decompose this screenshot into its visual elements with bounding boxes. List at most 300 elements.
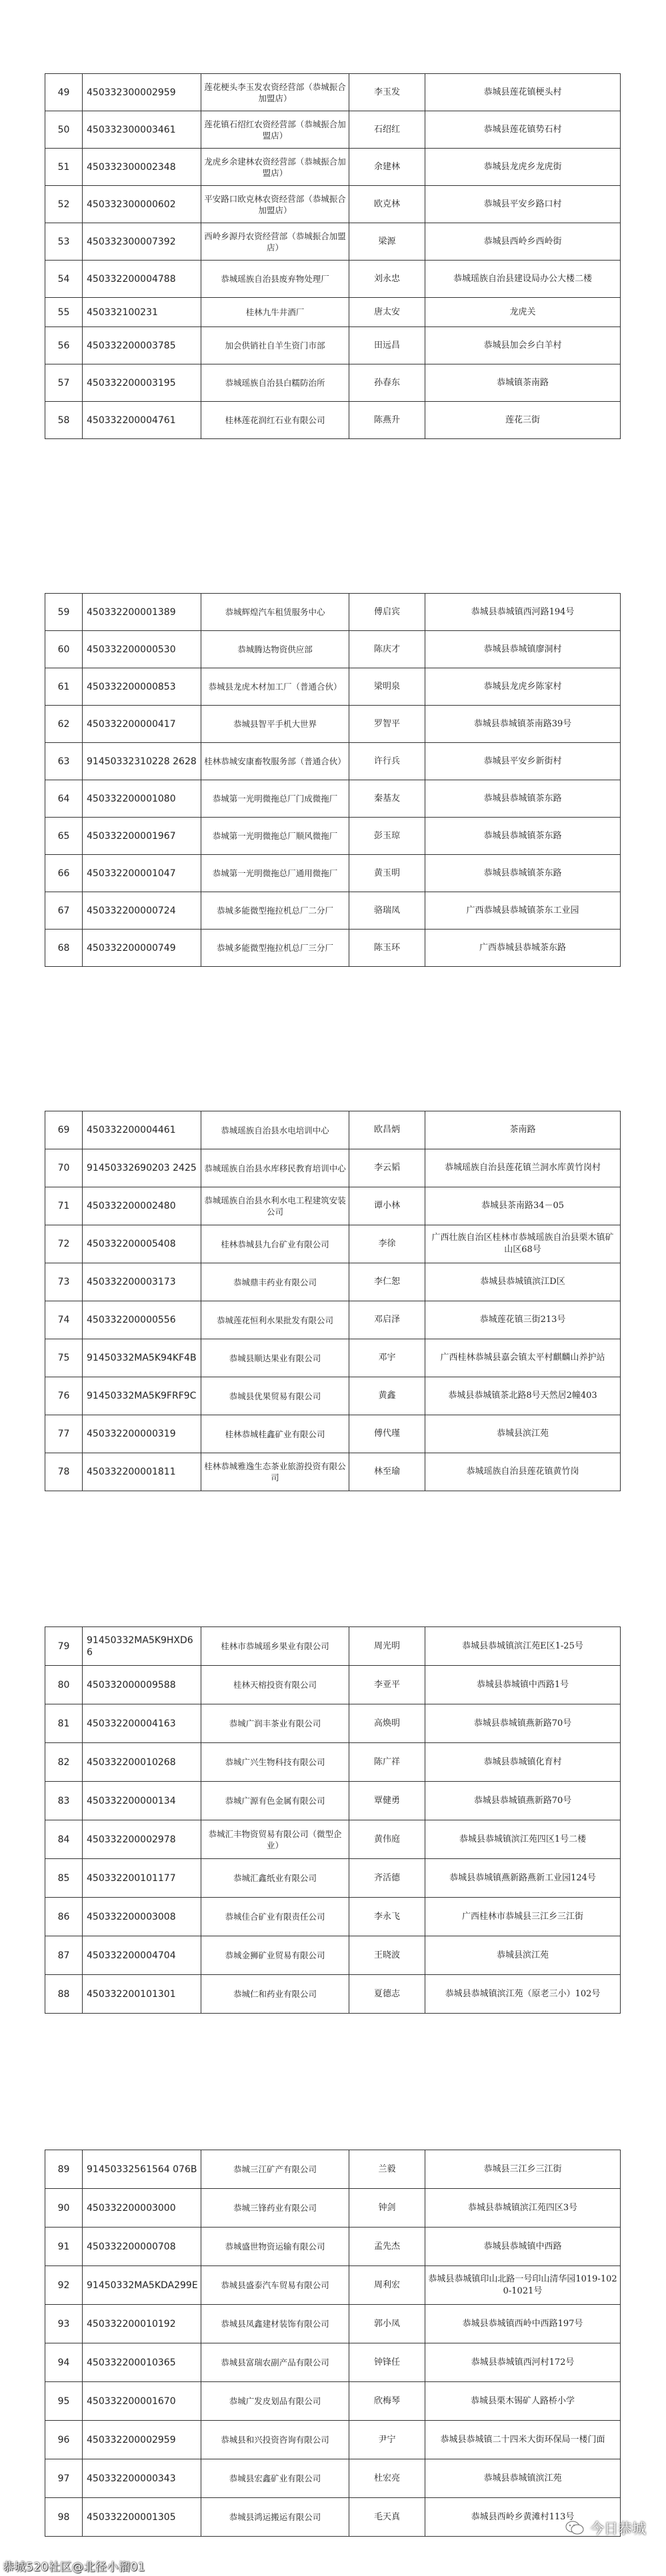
legal-person: 覃健勇 (349, 1782, 425, 1820)
row-number: 78 (45, 1453, 83, 1491)
table-row (45, 855, 621, 892)
business-name: 恭城瑶族自治县水库移民教育培训中心 (201, 1149, 349, 1187)
legal-person: 钟剑 (349, 2189, 425, 2228)
business-address: 恭城县恭城镇滨江D区 (425, 1263, 621, 1301)
legal-person: 尹宁 (349, 2421, 425, 2459)
business-name: 恭城辉煌汽车租赁服务中心 (201, 594, 349, 631)
registration-code: 450332300000602 (83, 186, 201, 223)
business-address: 恭城县平安乡路口村 (425, 186, 621, 223)
row-number: 70 (45, 1149, 83, 1187)
business-address: 恭城县恭城镇化育村 (425, 1743, 621, 1782)
table-row (45, 1859, 621, 1898)
business-address: 恭城县莲花镇势石村 (425, 111, 621, 149)
table-row (45, 1187, 621, 1225)
row-number: 75 (45, 1339, 83, 1377)
business-address: 恭城县恭城镇印山北路一号印山清华园1019-1020-1021号 (425, 2266, 621, 2305)
business-address: 恭城县西岭乡西岭街 (425, 223, 621, 261)
row-number: 84 (45, 1820, 83, 1859)
registry-table-block-1 (45, 73, 620, 439)
business-address: 恭城县滨江苑 (425, 1936, 621, 1975)
table-row (45, 743, 621, 780)
table-row (45, 1377, 621, 1415)
legal-person: 齐活德 (349, 1859, 425, 1898)
row-number: 76 (45, 1377, 83, 1415)
business-name: 桂林莲花润红石业有限公司 (201, 402, 349, 439)
business-name: 恭城三锋药业有限公司 (201, 2189, 349, 2228)
registration-code: 91450332MA5K9FRF9C (83, 1377, 201, 1415)
business-name: 平安路口欧克林农资经营部（恭城振合加盟店） (201, 186, 349, 223)
row-number: 77 (45, 1415, 83, 1453)
legal-person: 骆瑞凤 (349, 892, 425, 930)
business-name: 恭城鼎丰药业有限公司 (201, 1263, 349, 1301)
table-row (45, 1339, 621, 1377)
watermark-source (565, 2518, 646, 2538)
business-address: 恭城县滨江苑 (425, 1415, 621, 1453)
registration-code: 450332200003785 (83, 327, 201, 364)
business-address: 龙虎关 (425, 298, 621, 327)
row-number: 53 (45, 223, 83, 261)
table-row (45, 706, 621, 743)
row-number: 91 (45, 2228, 83, 2266)
legal-person: 李亚平 (349, 1666, 425, 1704)
business-address: 恭城县恭城镇茶南路39号 (425, 706, 621, 743)
row-number: 72 (45, 1225, 83, 1263)
registration-code: 91450332310228 2628 (83, 743, 201, 780)
registry-table (45, 2150, 621, 2537)
table-row (45, 1453, 621, 1491)
row-number: 51 (45, 149, 83, 186)
registration-code: 450332200000556 (83, 1301, 201, 1339)
legal-person: 兰毅 (349, 2150, 425, 2189)
registration-code: 450332200000134 (83, 1782, 201, 1820)
registration-code: 450332200101301 (83, 1975, 201, 2014)
table-row (45, 668, 621, 706)
business-name: 莲花镇石绍红农资经营部（恭城振合加盟店） (201, 111, 349, 149)
business-name: 恭城金狮矿业贸易有限公司 (201, 1936, 349, 1975)
business-name: 恭城三江矿产有限公司 (201, 2150, 349, 2189)
row-number: 88 (45, 1975, 83, 2014)
table-row (45, 1820, 621, 1859)
legal-person: 欧昌炳 (349, 1111, 425, 1149)
row-number: 55 (45, 298, 83, 327)
business-address: 恭城县恭城镇茶北路8号天然居2幢403 (425, 1377, 621, 1415)
business-address: 恭城县恭城镇滨江苑（原老三小）102号 (425, 1975, 621, 2014)
table-row (45, 1149, 621, 1187)
business-address: 恭城县恭城镇中西路1号 (425, 1666, 621, 1704)
legal-person: 陈庆才 (349, 631, 425, 668)
business-name: 恭城汇丰物资贸易有限公司（微型企业） (201, 1820, 349, 1859)
legal-person: 王晓波 (349, 1936, 425, 1975)
table-row (45, 780, 621, 818)
business-name: 恭城汇鑫纸业有限公司 (201, 1859, 349, 1898)
business-address: 恭城县恭城镇燕新路70号 (425, 1704, 621, 1743)
business-name: 恭城县富瑞农副产品有限公司 (201, 2343, 349, 2382)
business-address: 恭城县恭城镇滨江苑 (425, 2459, 621, 2498)
business-address: 恭城县恭城镇燕新路70号 (425, 1782, 621, 1820)
business-address: 恭城莲花镇三街213号 (425, 1301, 621, 1339)
row-number: 63 (45, 743, 83, 780)
legal-person: 傅代瑾 (349, 1415, 425, 1453)
row-number: 68 (45, 930, 83, 967)
registration-code: 450332200002480 (83, 1187, 201, 1225)
table-row (45, 2228, 621, 2266)
row-number: 95 (45, 2382, 83, 2421)
business-name: 恭城第一光明微拖总厂门成微拖厂 (201, 780, 349, 818)
legal-person: 李徐 (349, 1225, 425, 1263)
business-name: 恭城瑶族自治县废弃物处理厂 (201, 261, 349, 298)
business-address: 恭城县恭城镇燕新路燕新工业园124号 (425, 1859, 621, 1898)
registry-table-block-4 (45, 1626, 620, 2014)
registration-code: 450332200004788 (83, 261, 201, 298)
business-address: 恭城瑶族自治县莲花镇黄竹岗 (425, 1453, 621, 1491)
legal-person: 罗智平 (349, 706, 425, 743)
table-row (45, 2382, 621, 2421)
legal-person: 秦基友 (349, 780, 425, 818)
row-number: 54 (45, 261, 83, 298)
table-row (45, 149, 621, 186)
business-name: 恭城仁和药业有限公司 (201, 1975, 349, 2014)
table-row (45, 1898, 621, 1936)
registration-code: 450332200001389 (83, 594, 201, 631)
business-name: 加会供销社自羊生资门市部 (201, 327, 349, 364)
registration-code: 450332200000530 (83, 631, 201, 668)
business-address: 莲花三街 (425, 402, 621, 439)
business-name: 桂林恭城县九台矿业有限公司 (201, 1225, 349, 1263)
table-row (45, 74, 621, 111)
table-row (45, 261, 621, 298)
registry-table (45, 73, 621, 439)
table-row (45, 2189, 621, 2228)
registration-code: 450332200000724 (83, 892, 201, 930)
table-row (45, 186, 621, 223)
legal-person: 陈燕升 (349, 402, 425, 439)
registration-code: 450332200001080 (83, 780, 201, 818)
legal-person: 高焕明 (349, 1704, 425, 1743)
business-name: 恭城瑶族自治县白糯防治所 (201, 364, 349, 402)
legal-person: 陈广祥 (349, 1743, 425, 1782)
business-address: 恭城县恭城镇滨江苑四区3号 (425, 2189, 621, 2228)
table-row (45, 2305, 621, 2343)
table-row (45, 2421, 621, 2459)
registration-code: 450332200000853 (83, 668, 201, 706)
registration-code: 450332200001811 (83, 1453, 201, 1491)
row-number: 74 (45, 1301, 83, 1339)
table-row (45, 892, 621, 930)
registry-table-block-3 (45, 1111, 620, 1491)
row-number: 60 (45, 631, 83, 668)
watermark-site: 恭城520社区@北径小溜01 (3, 2561, 146, 2574)
table-row (45, 930, 621, 967)
registration-code: 91450332MA5K9HXD66 (83, 1627, 201, 1666)
business-name: 莲花梗头李玉发农资经营部（恭城振合加盟店） (201, 74, 349, 111)
legal-person: 李仁恕 (349, 1263, 425, 1301)
legal-person: 欧克林 (349, 186, 425, 223)
registration-code: 450332200001670 (83, 2382, 201, 2421)
legal-person: 孟先杰 (349, 2228, 425, 2266)
business-name: 恭城第一光明微拖总厂顺风微拖厂 (201, 818, 349, 855)
legal-person: 夏德志 (349, 1975, 425, 2014)
business-name: 桂林恭城雅逸生态茶业旅游投资有限公司 (201, 1453, 349, 1491)
legal-person: 李永飞 (349, 1898, 425, 1936)
table-row (45, 1704, 621, 1743)
registration-code: 450332200010192 (83, 2305, 201, 2343)
legal-person: 李玉发 (349, 74, 425, 111)
business-address: 恭城瑶族自治县建设局办公大楼二楼 (425, 261, 621, 298)
business-name: 桂林市恭城瑶乡果业有限公司 (201, 1627, 349, 1666)
business-address: 恭城县恭城镇西河路194号 (425, 594, 621, 631)
business-name: 恭城县鸿运搬运有限公司 (201, 2498, 349, 2537)
row-number: 94 (45, 2343, 83, 2382)
row-number: 56 (45, 327, 83, 364)
row-number: 73 (45, 1263, 83, 1301)
legal-person: 陈玉环 (349, 930, 425, 967)
business-address: 恭城县恭城镇西河村172号 (425, 2343, 621, 2382)
table-row (45, 1975, 621, 2014)
business-address: 恭城镇茶南路 (425, 364, 621, 402)
table-row (45, 1666, 621, 1704)
row-number: 97 (45, 2459, 83, 2498)
table-row (45, 2459, 621, 2498)
legal-person: 梁明泉 (349, 668, 425, 706)
row-number: 71 (45, 1187, 83, 1225)
business-name: 恭城多能微型拖拉机总厂三分厂 (201, 930, 349, 967)
wechat-bubble-icon (565, 2519, 585, 2537)
row-number: 82 (45, 1743, 83, 1782)
registry-table (45, 1111, 621, 1491)
table-row (45, 327, 621, 364)
business-address: 恭城县恭城镇茶东路 (425, 780, 621, 818)
business-address: 恭城县莲花镇梗头村 (425, 74, 621, 111)
business-name: 恭城县顺达果业有限公司 (201, 1339, 349, 1377)
registry-table (45, 593, 621, 967)
row-number: 96 (45, 2421, 83, 2459)
legal-person: 许行兵 (349, 743, 425, 780)
registration-code: 450332200010365 (83, 2343, 201, 2382)
row-number: 86 (45, 1898, 83, 1936)
business-name: 恭城瑶族自治县水利水电工程建筑安装公司 (201, 1187, 349, 1225)
registration-code: 450332200004461 (83, 1111, 201, 1149)
registration-code: 450332200003000 (83, 2189, 201, 2228)
legal-person: 欣梅琴 (349, 2382, 425, 2421)
legal-person: 李云韬 (349, 1149, 425, 1187)
legal-person: 石绍红 (349, 111, 425, 149)
row-number: 49 (45, 74, 83, 111)
row-number: 65 (45, 818, 83, 855)
registration-code: 450332100231 (83, 298, 201, 327)
legal-person: 傅启宾 (349, 594, 425, 631)
business-address: 恭城县平安乡新街村 (425, 743, 621, 780)
table-row (45, 2266, 621, 2305)
legal-person: 林至瑜 (349, 1453, 425, 1491)
registration-code: 450332200000343 (83, 2459, 201, 2498)
table-row (45, 1301, 621, 1339)
business-address: 恭城县恭城镇茶东路 (425, 818, 621, 855)
business-address: 恭城县恭城镇茶东路 (425, 855, 621, 892)
table-row (45, 298, 621, 327)
row-number: 90 (45, 2189, 83, 2228)
table-row (45, 111, 621, 149)
legal-person: 黄玉明 (349, 855, 425, 892)
business-address: 广西桂林恭城县嘉会镇太平村麒麟山养护站 (425, 1339, 621, 1377)
table-row (45, 2343, 621, 2382)
registry-table-block-2 (45, 593, 620, 967)
row-number: 67 (45, 892, 83, 930)
row-number: 66 (45, 855, 83, 892)
registration-code: 450332200002959 (83, 2421, 201, 2459)
row-number: 57 (45, 364, 83, 402)
business-name: 桂林九牛井酒厂 (201, 298, 349, 327)
row-number: 98 (45, 2498, 83, 2537)
registration-code: 91450332561564 076B (83, 2150, 201, 2189)
row-number: 87 (45, 1936, 83, 1975)
registration-code: 450332300007392 (83, 223, 201, 261)
registration-code: 450332200001305 (83, 2498, 201, 2537)
table-row (45, 223, 621, 261)
legal-person: 谭小林 (349, 1187, 425, 1225)
business-address: 恭城县恭城镇滨江苑四区1号二楼 (425, 1820, 621, 1859)
row-number: 50 (45, 111, 83, 149)
table-row (45, 1936, 621, 1975)
row-number: 85 (45, 1859, 83, 1898)
business-address: 恭城县恭城镇二十四米大街环保局一楼门面 (425, 2421, 621, 2459)
business-address: 广西壮族自治区桂林市恭城瑶族自治县栗木镇矿山区68号 (425, 1225, 621, 1263)
business-name: 恭城莲花恒利水果批发有限公司 (201, 1301, 349, 1339)
registration-code: 450332200003173 (83, 1263, 201, 1301)
registration-code: 450332200000319 (83, 1415, 201, 1453)
registration-code: 450332300003461 (83, 111, 201, 149)
business-name: 恭城广发皮划品有限公司 (201, 2382, 349, 2421)
table-row (45, 594, 621, 631)
watermark-source-text: 今日恭城 (590, 2521, 646, 2537)
business-address: 广西恭城县恭城镇茶东工业园 (425, 892, 621, 930)
business-address: 恭城县加会乡白羊村 (425, 327, 621, 364)
row-number: 81 (45, 1704, 83, 1743)
business-address: 广西桂林市恭城县三江乡三江街 (425, 1898, 621, 1936)
row-number: 92 (45, 2266, 83, 2305)
table-row (45, 1627, 621, 1666)
row-number: 52 (45, 186, 83, 223)
legal-person: 周光明 (349, 1627, 425, 1666)
business-address: 恭城县恭城镇滨江苑E区1-25号 (425, 1627, 621, 1666)
business-name: 恭城县龙虎木材加工厂（普通合伙） (201, 668, 349, 706)
registration-code: 450332200005408 (83, 1225, 201, 1263)
legal-person: 毛天真 (349, 2498, 425, 2537)
business-address: 恭城县恭城镇中西路 (425, 2228, 621, 2266)
row-number: 89 (45, 2150, 83, 2189)
legal-person: 邓宇 (349, 1339, 425, 1377)
business-name: 恭城县凤鑫建材装饰有限公司 (201, 2305, 349, 2343)
business-address: 恭城县西岭乡黄滩村113号 (425, 2498, 621, 2537)
registration-code: 450332200003008 (83, 1898, 201, 1936)
legal-person: 黄鑫 (349, 1377, 425, 1415)
business-name: 西岭乡源丹农资经营部（恭城振合加盟店） (201, 223, 349, 261)
business-name: 恭城多能微型拖拉机总厂二分厂 (201, 892, 349, 930)
business-name: 恭城广源有色金属有限公司 (201, 1782, 349, 1820)
business-address: 恭城县龙虎乡龙虎街 (425, 149, 621, 186)
legal-person: 彭玉琼 (349, 818, 425, 855)
business-name: 恭城腾达物资供应部 (201, 631, 349, 668)
table-row (45, 2498, 621, 2537)
row-number: 59 (45, 594, 83, 631)
table-row (45, 364, 621, 402)
registration-code: 450332200101177 (83, 1859, 201, 1898)
legal-person: 黄伟庭 (349, 1820, 425, 1859)
row-number: 80 (45, 1666, 83, 1704)
row-number: 62 (45, 706, 83, 743)
legal-person: 钟锋任 (349, 2343, 425, 2382)
registration-code: 91450332690203 2425 (83, 1149, 201, 1187)
legal-person: 郭小凤 (349, 2305, 425, 2343)
business-name: 龙虎乡余建林农资经营部（恭城振合加盟店） (201, 149, 349, 186)
registration-code: 450332200004704 (83, 1936, 201, 1975)
business-name: 恭城县和兴投资咨询有限公司 (201, 2421, 349, 2459)
business-address: 茶南路 (425, 1111, 621, 1149)
table-row (45, 1415, 621, 1453)
legal-person: 周利宏 (349, 2266, 425, 2305)
row-number: 93 (45, 2305, 83, 2343)
table-row (45, 402, 621, 439)
table-row (45, 818, 621, 855)
registration-code: 450332200001047 (83, 855, 201, 892)
registration-code: 450332200003195 (83, 364, 201, 402)
business-name: 恭城瑶族自治县水电培训中心 (201, 1111, 349, 1149)
business-address: 恭城县栗木锡矿人路桥小学 (425, 2382, 621, 2421)
row-number: 83 (45, 1782, 83, 1820)
business-name: 桂林天榕投资有限公司 (201, 1666, 349, 1704)
business-address: 恭城县恭城镇西岭中西路197号 (425, 2305, 621, 2343)
legal-person: 余建林 (349, 149, 425, 186)
row-number: 61 (45, 668, 83, 706)
business-name: 恭城县盛泰汽车贸易有限公司 (201, 2266, 349, 2305)
row-number: 69 (45, 1111, 83, 1149)
registration-code: 450332200010268 (83, 1743, 201, 1782)
legal-person: 邓启泽 (349, 1301, 425, 1339)
business-address: 广西恭城县恭城茶东路 (425, 930, 621, 967)
table-row (45, 1263, 621, 1301)
business-name: 恭城第一光明微拖总厂通用微拖厂 (201, 855, 349, 892)
business-name: 恭城盛世物资运输有限公司 (201, 2228, 349, 2266)
business-address: 恭城县恭城镇廖洞村 (425, 631, 621, 668)
table-row (45, 1782, 621, 1820)
registration-code: 91450332MA5KDA299E (83, 2266, 201, 2305)
row-number: 79 (45, 1627, 83, 1666)
registry-table (45, 1626, 621, 2014)
registration-code: 450332200000749 (83, 930, 201, 967)
business-address: 恭城县龙虎乡陈家村 (425, 668, 621, 706)
business-address: 恭城县茶南路34－05 (425, 1187, 621, 1225)
registration-code: 450332200001967 (83, 818, 201, 855)
business-name: 恭城广润丰茶业有限公司 (201, 1704, 349, 1743)
registration-code: 450332300002959 (83, 74, 201, 111)
business-name: 恭城佳合矿业有限责任公司 (201, 1898, 349, 1936)
business-name: 恭城县宏鑫矿业有限公司 (201, 2459, 349, 2498)
registration-code: 450332200004761 (83, 402, 201, 439)
registration-code: 450332200002978 (83, 1820, 201, 1859)
registration-code: 450332000009588 (83, 1666, 201, 1704)
business-address: 恭城县三江乡三江街 (425, 2150, 621, 2189)
registration-code: 450332200000417 (83, 706, 201, 743)
table-row (45, 1111, 621, 1149)
business-address: 恭城瑶族自治县莲花镇兰洞水库黄竹岗村 (425, 1149, 621, 1187)
business-name: 恭城县智平手机大世界 (201, 706, 349, 743)
legal-person: 唐太安 (349, 298, 425, 327)
registry-table-block-5 (45, 2150, 620, 2537)
legal-person: 杜宏亮 (349, 2459, 425, 2498)
legal-person: 梁源 (349, 223, 425, 261)
business-name: 桂林恭城安康畜牧服务部（普通合伙） (201, 743, 349, 780)
registration-code: 91450332MA5K94KF4B (83, 1339, 201, 1377)
table-row (45, 631, 621, 668)
